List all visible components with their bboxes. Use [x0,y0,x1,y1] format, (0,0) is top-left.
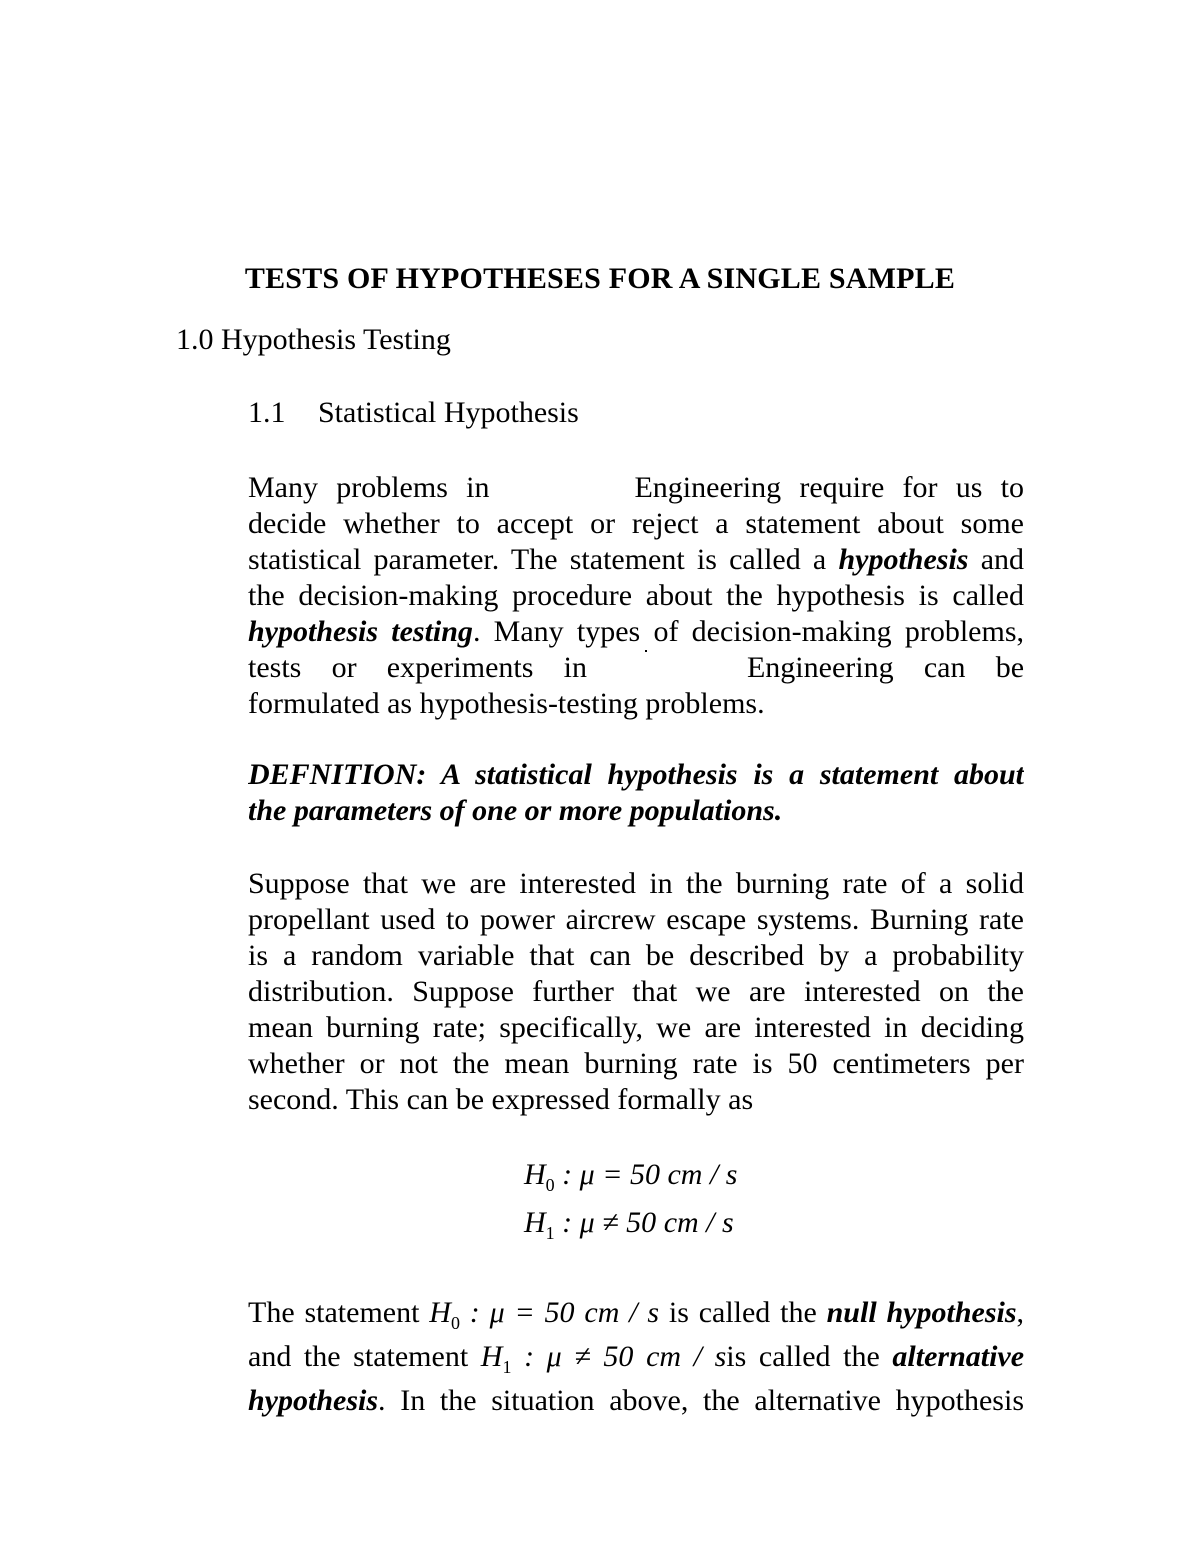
text-segment: and [980,543,1024,576]
term-hypothesis: hypothesis [838,543,969,576]
paragraph-line: second. This can be expressed formally as [248,1083,754,1116]
hypothesis-terms-paragraph [248,1291,1024,1423]
null-hypothesis-equation [524,1158,737,1196]
text-segment: . Many types of decision-making problems, [472,615,1024,648]
definition-block [248,757,1024,829]
paragraph-line [248,650,1024,686]
paragraph-line: is a random variable that can be described by a probability [248,939,1024,972]
math-subscript: 0 [450,1313,460,1333]
math-subscript: 1 [545,1223,555,1243]
section-heading: 1.0 Hypothesis Testing [176,323,451,356]
text-segment: Engineering require for us to [634,471,1024,504]
stray-mark [645,650,647,652]
text-segment: is called the [668,1296,817,1329]
subsection-heading [248,396,579,430]
paragraph-line: whether or not the mean burning rate is 50 centimeters per [248,1047,1024,1080]
math-symbol: H [524,1158,546,1191]
subsection-title: Statistical Hypothesis [318,396,579,429]
text-segment: The statement [248,1296,420,1329]
term-null-hypothesis: null hypothesis [826,1296,1017,1329]
text-segment: is called the [726,1340,880,1373]
text-segment: tests or experiments in [248,651,587,684]
paragraph-line: propellant used to power aircrew escape systems. Burning rate [248,903,1024,936]
math-relation: : μ ≠ 50 [524,1340,634,1373]
math-unit: cm / s [663,1206,734,1239]
text-segment: . In the situation above, the alternative hypothesis [378,1384,1024,1417]
math-subscript: 1 [502,1357,512,1377]
inline-alternative-equation [480,1340,727,1377]
math-relation: : μ = 50 [562,1158,660,1191]
text-segment: and the statement [248,1340,469,1373]
page-title: TESTS OF HYPOTHESES FOR A SINGLE SAMPLE [244,262,956,295]
math-symbol: H [524,1206,546,1239]
text-segment: Engineering can be [746,651,1024,684]
paragraph-line [248,614,1024,650]
text-segment: statistical parameter. The statement is called a [248,543,827,576]
paragraph-line [248,470,1024,506]
paragraph-line [248,1291,1024,1335]
definition-line: DEFNITION: A statistical hypothesis is a statement about [248,758,1024,791]
definition-line: the parameters of one or more populations. [248,794,783,827]
subsection-number: 1.1 [248,396,286,429]
paragraph-line [248,1379,1024,1423]
intro-paragraph [248,470,1024,722]
math-relation: : μ ≠ 50 [562,1206,657,1239]
paragraph-line: Suppose that we are interested in the burning rate of a solid [248,867,1024,900]
burning-rate-paragraph [248,866,1024,1118]
paragraph-line [248,1335,1024,1379]
paragraph-line: mean burning rate; specifically, we are interested in deciding [248,1011,1024,1044]
term-hypothesis: hypothesis [248,1384,379,1417]
paragraph-line [248,542,1024,578]
term-alternative: alternative [892,1340,1024,1373]
math-symbol: H [429,1296,451,1329]
text-segment: , [1016,1296,1024,1329]
inline-null-equation [429,1296,660,1333]
math-subscript: 0 [545,1175,555,1195]
paragraph-line: the decision-making procedure about the hypothesis is called [248,579,1024,612]
math-relation: : μ = 50 [469,1296,575,1329]
math-unit: cm / s [584,1296,660,1329]
math-unit: cm / s [646,1340,727,1373]
paragraph-line: decide whether to accept or reject a statement about some [248,507,1024,540]
paragraph-line: distribution. Suppose further that we are interested on the [248,975,1024,1008]
alternative-hypothesis-equation [524,1206,734,1244]
math-unit: cm / s [667,1158,738,1191]
math-symbol: H [480,1340,503,1373]
paragraph-line: formulated as hypothesis-testing problems. [248,687,765,720]
text-segment: Many problems in [248,471,490,504]
term-hypothesis-testing: hypothesis testing [248,615,473,648]
